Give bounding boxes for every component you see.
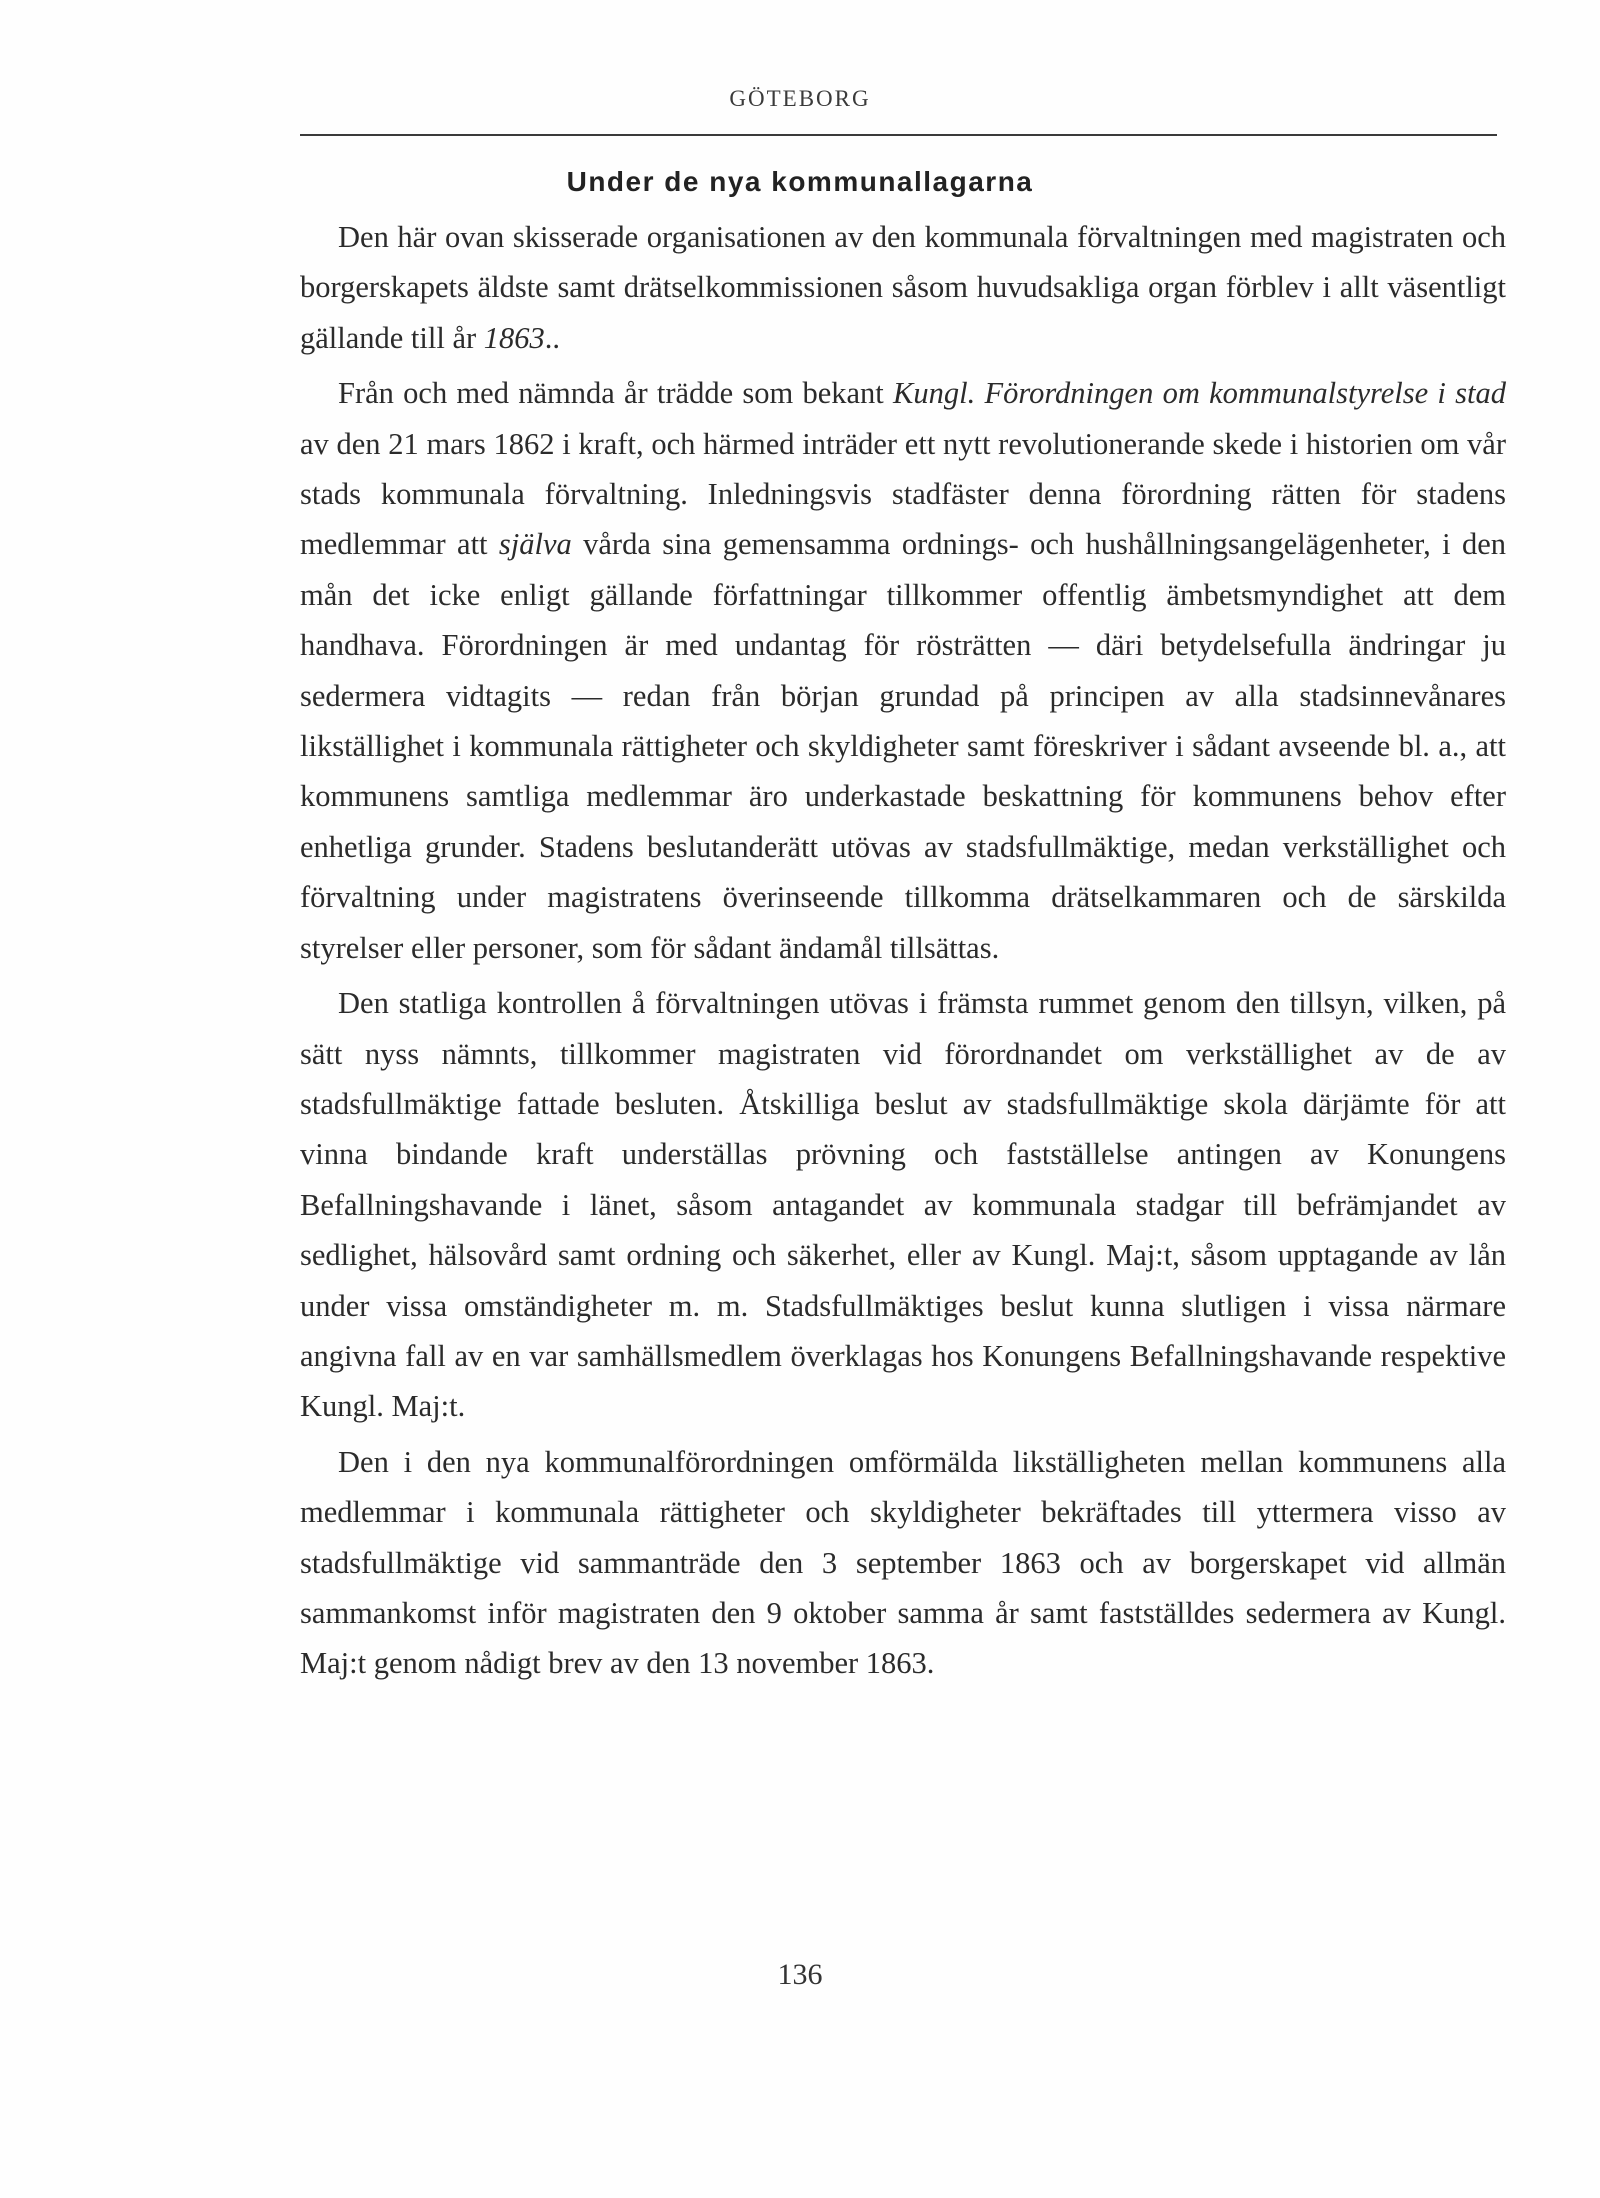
- paragraph-1-end: ..: [544, 320, 561, 355]
- body-text: [300, 212, 1506, 1694]
- paragraph-2-ordinance-title: Kungl. Förordningen om kommunalstyrelse i stad: [893, 376, 1506, 411]
- paragraph-4: Den i den nya kommunalförordningen omförmälda likställigheten mellan kommunens alla medlemmar i kommunala rättigheter och skyldigheter bekräftades till yttermera visso av stadsfullmäktige vid sammanträde den 3 september 1863 och av borgerskapet vid allmän sammankomst inför magistraten den 9 oktober samma år samt fastställdes sedermera av Kungl. Maj:t genom nådigt brev av den 13 november 1863.: [300, 1444, 1506, 1681]
- paragraph-2-text-c: av den 21 mars 1862 i kraft, och härmed inträder ett nytt revolutionerande skede i historien om vår stads kommunala förvaltning. Inledningsvis stadfäster denna förordning rätten för stadens medlemmar att: [300, 426, 1506, 562]
- page-number: 136: [777, 1958, 823, 1991]
- paragraph-1-text: Den här ovan skisserade organisationen av den kommunala förvaltningen med magistraten och borgerskapets äldste samt drätselkommissionen såsom huvudsakliga organ förblev i allt väsentligt gällande till år: [300, 220, 1506, 355]
- paragraph-2-text-a: Från och med nämnda år trädde som bekant: [338, 376, 894, 411]
- paragraph-2: [300, 368, 1506, 973]
- paragraph-1: [300, 212, 1506, 363]
- paragraph-2-text-e: vårda sina gemensamma ordnings- och hushållningsangelägenheter, i den mån det icke enligt gällande författningar tillkommer offentlig ämbetsmyndighet att dem handhava. Förordningen är med undantag för rösträtten — däri betydelsefulla ändringar ju sedermera vidtagits — redan från början grundad på principen av alla stadsinnevånares likställighet i kommunala rättigheter och skyldigheter samt föreskriver i sådant avseende bl. a., att kommunens samtliga medlemmar äro underkastade beskattning för kommunens behov efter enhetliga grunder. Stadens beslutanderätt utövas av stadsfullmäktige, medan verkställighet och förvaltning under magistratens överinseende tillkomma drätselkammaren och de särskilda styrelser eller personer, som för sådant ändamål tillsättas.: [300, 527, 1506, 965]
- running-head: GÖTEBORG: [729, 86, 871, 111]
- header-rule: [300, 134, 1497, 136]
- section-heading: Under de nya kommunallagarna: [566, 166, 1034, 197]
- paragraph-3: Den statliga kontrollen å förvaltningen utövas i främsta rummet genom den tillsyn, vilken, på sätt nyss nämnts, tillkommer magistraten vid förordnandet om verkställighet av de av stadsfullmäktige fattade besluten. Åtskilliga beslut av stadsfullmäktige skola därjämte för att vinna bindande kraft underställas prövning och fastställelse antingen av Konungens Befallningshavande i länet, såsom antagandet av kommunala stadgar till befrämjandet av sedlighet, hälsovård samt ordning och säkerhet, eller av Kungl. Maj:t, såsom upptagande av lån under vissa omständigheter m. m. Stadsfullmäktiges beslut kunna slutligen i vissa närmare angivna fall av en var samhällsmedlem överklagas hos Konungens Befallningshavande respektive Kungl. Maj:t.: [300, 986, 1506, 1424]
- paragraph-1-year: 1863: [483, 320, 545, 355]
- paragraph-2-emphasis: själva: [498, 527, 572, 562]
